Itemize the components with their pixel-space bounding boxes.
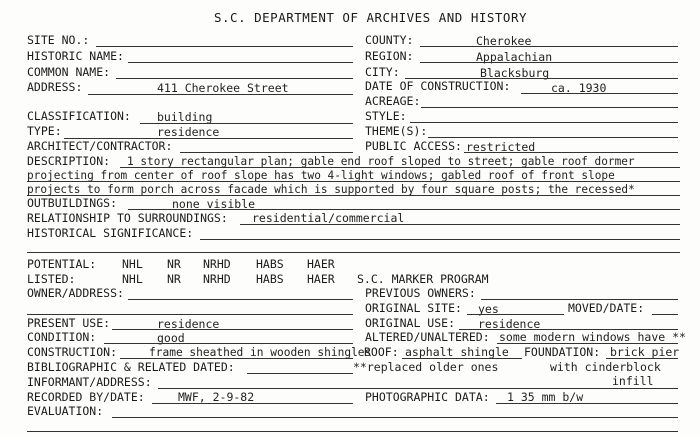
county-value: Cherokee bbox=[476, 34, 532, 48]
historical-significance-line bbox=[200, 239, 680, 240]
sc-marker-program: S.C. MARKER PROGRAM bbox=[357, 272, 489, 286]
county-line bbox=[420, 46, 678, 47]
altered-value: some modern windows have ** bbox=[499, 330, 686, 344]
outbuildings-label: OUTBUILDINGS: bbox=[27, 196, 118, 210]
informant-line bbox=[158, 388, 678, 389]
public-access-line bbox=[464, 152, 678, 153]
foundation-continued-2: infill bbox=[612, 374, 654, 388]
listed-nrhd: NRHD bbox=[203, 272, 231, 286]
potential-habs: HABS bbox=[256, 257, 284, 271]
date-of-construction-value: ca. 1930 bbox=[551, 81, 607, 95]
construction-label: CONSTRUCTION: bbox=[27, 345, 118, 359]
recorded-by-value: MWF, 2-9-82 bbox=[178, 390, 255, 404]
architect-label: ARCHITECT/CONTRACTOR: bbox=[27, 139, 173, 153]
description-line-1: 1 story rectangular plan; gable end roof sloped to street; gable roof dormer bbox=[127, 155, 635, 168]
bibliographic-line bbox=[247, 373, 353, 374]
roof-line bbox=[402, 358, 522, 359]
original-site-line bbox=[467, 314, 564, 315]
city-label: CITY: bbox=[365, 65, 400, 79]
foundation-value: brick pier bbox=[610, 345, 680, 359]
present-use-line bbox=[112, 329, 353, 330]
moved-date-label: MOVED/DATE: bbox=[568, 301, 645, 315]
foundation-line bbox=[606, 358, 678, 359]
altered-line bbox=[497, 343, 678, 344]
county-label: COUNTY: bbox=[365, 33, 414, 47]
classification-line bbox=[140, 123, 353, 124]
potential-haer: HAER bbox=[307, 257, 335, 271]
common-name-line bbox=[116, 78, 353, 79]
present-use-label: PRESENT USE: bbox=[27, 316, 111, 330]
date-of-construction-line bbox=[521, 93, 678, 94]
condition-label: CONDITION: bbox=[27, 330, 97, 344]
address-line bbox=[88, 94, 353, 95]
altered-label: ALTERED/UNALTERED: bbox=[365, 330, 490, 344]
recorded-by-line bbox=[152, 403, 353, 404]
potential-label: POTENTIAL: bbox=[27, 257, 97, 271]
region-label: REGION: bbox=[365, 49, 414, 63]
description-rule-2 bbox=[27, 181, 680, 182]
previous-owners-label: PREVIOUS OWNERS: bbox=[365, 286, 476, 300]
potential-nr: NR bbox=[167, 257, 181, 271]
themes-line bbox=[428, 137, 678, 138]
common-name-label: COMMON NAME: bbox=[27, 65, 111, 79]
listed-habs: HABS bbox=[256, 272, 284, 286]
card-title: S.C. DEPARTMENT OF ARCHIVES AND HISTORY bbox=[214, 10, 527, 25]
acreage-label: ACREAGE: bbox=[365, 94, 421, 108]
type-label: TYPE: bbox=[27, 124, 62, 138]
type-value: residence bbox=[157, 125, 220, 139]
bibliographic-note: **replaced older ones bbox=[353, 360, 499, 374]
site-no-line bbox=[96, 46, 353, 47]
photographic-data-line bbox=[496, 403, 678, 404]
roof-label: ROOF: bbox=[364, 345, 399, 359]
classification-value: building bbox=[157, 110, 213, 124]
relationship-line bbox=[240, 224, 680, 225]
themes-label: THEME(S): bbox=[365, 124, 428, 138]
date-of-construction-label: DATE OF CONSTRUCTION: bbox=[365, 79, 511, 93]
recorded-by-label: RECORDED BY/DATE: bbox=[27, 390, 145, 404]
photographic-data-label: PHOTOGRAPHIC DATA: bbox=[365, 390, 490, 404]
listed-nr: NR bbox=[167, 272, 181, 286]
description-rule-3 bbox=[27, 195, 680, 196]
construction-line bbox=[120, 358, 353, 359]
original-use-value: residence bbox=[478, 317, 541, 331]
historical-significance-label: HISTORICAL SIGNIFICANCE: bbox=[27, 226, 194, 240]
description-line-3: projects to form porch across facade which is supported by four square posts; the recessed* bbox=[27, 183, 635, 196]
outbuildings-line bbox=[128, 209, 680, 210]
original-use-label: ORIGINAL USE: bbox=[365, 316, 456, 330]
architect-line bbox=[180, 152, 353, 153]
region-value: Appalachian bbox=[476, 50, 553, 64]
owner-address-label: OWNER/ADDRESS: bbox=[27, 286, 124, 300]
condition-value: good bbox=[157, 331, 185, 345]
outbuildings-value: none visible bbox=[172, 197, 256, 211]
description-rule-1 bbox=[120, 167, 680, 168]
roof-value: asphalt shingle bbox=[405, 345, 509, 359]
address-label: ADDRESS: bbox=[27, 80, 83, 94]
evaluation-line bbox=[112, 417, 678, 418]
previous-owners-line bbox=[481, 299, 678, 300]
relationship-label: RELATIONSHIP TO SURROUNDINGS: bbox=[27, 211, 228, 225]
foundation-continued: with cinderblock bbox=[550, 360, 661, 374]
public-access-label: PUBLIC ACCESS: bbox=[365, 139, 462, 153]
original-site-label: ORIGINAL SITE: bbox=[365, 301, 462, 315]
historic-name-label: HISTORIC NAME: bbox=[27, 49, 124, 63]
classification-label: CLASSIFICATION: bbox=[27, 109, 131, 123]
description-label: DESCRIPTION: bbox=[27, 154, 111, 168]
owner-rule-2 bbox=[27, 314, 353, 315]
moved-date-line bbox=[652, 314, 678, 315]
city-value: Blacksburg bbox=[480, 66, 550, 80]
bibliographic-label: BIBLIOGRAPHIC & RELATED DATED: bbox=[27, 360, 235, 374]
informant-label: INFORMANT/ADDRESS: bbox=[27, 375, 152, 389]
style-line bbox=[410, 122, 678, 123]
original-site-value: yes bbox=[478, 302, 499, 316]
description-line-2: projecting from center of roof slope has two 4-light windows; gabled roof of front slope bbox=[27, 169, 615, 182]
owner-address-line bbox=[128, 299, 353, 300]
present-use-value: residence bbox=[157, 317, 220, 331]
region-line bbox=[420, 62, 678, 63]
listed-haer: HAER bbox=[307, 272, 335, 286]
blank-rule bbox=[27, 252, 680, 253]
photographic-data-value: 1 35 mm b/w bbox=[507, 390, 584, 404]
address-value: 411 Cherokee Street bbox=[157, 81, 289, 95]
style-label: STYLE: bbox=[365, 109, 407, 123]
foundation-label: FOUNDATION: bbox=[524, 345, 601, 359]
relationship-value: residential/commercial bbox=[252, 211, 405, 225]
site-no-label: SITE NO.: bbox=[27, 33, 90, 47]
public-access-value: restricted bbox=[466, 140, 536, 154]
potential-nhl: NHL bbox=[122, 257, 143, 271]
potential-nrhd: NRHD bbox=[203, 257, 231, 271]
evaluation-rule-2 bbox=[27, 431, 678, 432]
historic-name-line bbox=[128, 62, 353, 63]
listed-label: LISTED: bbox=[27, 272, 76, 286]
listed-nhl: NHL bbox=[122, 272, 143, 286]
evaluation-label: EVALUATION: bbox=[27, 404, 104, 418]
acreage-line bbox=[421, 107, 678, 108]
construction-value: frame sheathed in wooden shingles bbox=[149, 346, 372, 359]
condition-line bbox=[104, 343, 353, 344]
